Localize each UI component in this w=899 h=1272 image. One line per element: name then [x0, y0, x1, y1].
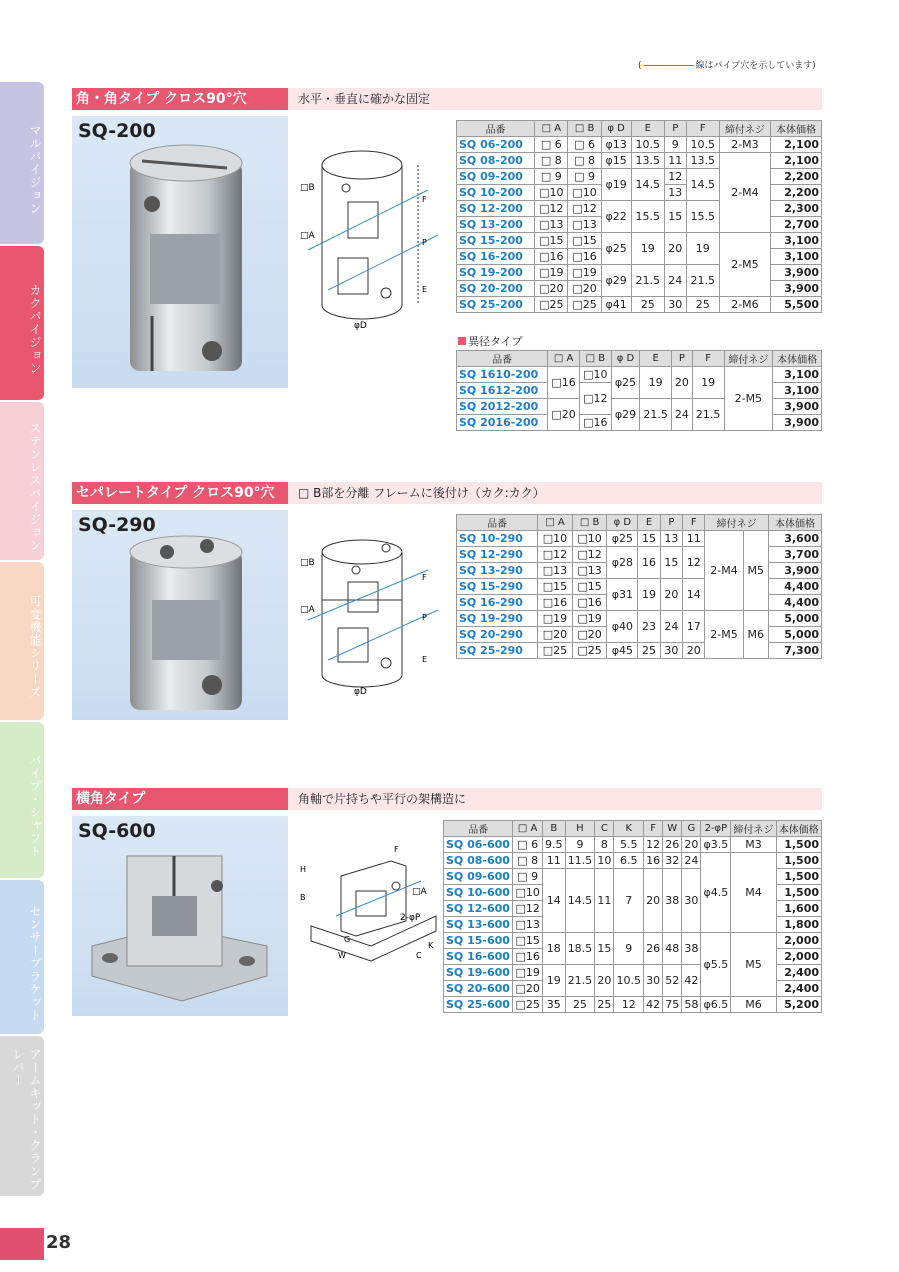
table-row: SQ 08-600 □ 8 11 11.5 10 6.5 16 32 24 φ4.5 M4 1,500: [444, 853, 822, 869]
table-row: SQ 25-290 □25 □25 φ45 25 30 20 7,300: [457, 643, 822, 659]
drawing-sq200: [298, 140, 448, 335]
svg-text:P: P: [422, 613, 427, 622]
svg-text:E: E: [422, 285, 428, 294]
section-title: 角・角タイプ クロス90°穴: [72, 88, 288, 110]
table-row: SQ 06-200 □ 6 □ 6 φ13 10.5 9 10.5 2-M3 2,100: [457, 137, 822, 153]
table-row: SQ 06-600 □ 6 9.5 9 8 5.5 12 26 20 φ3.5 M3 1,500: [444, 837, 822, 853]
spec-table-sq200: 品番 □ A □ B φ D E P F 締付ネジ 本体価格 SQ 06-200 □ 6 □ 6 φ13 10.5 9 10.5 2-M3 2,100 SQ 08-200 □ 8 □ 8 φ15 13.5 11 13.5 2-M4 2,100 SQ 09-200 □ 9 □ 9 φ19 14.5 12 14.5 2,200 SQ 10-200 □10 □10 13 2,200 SQ 12-200 □12 □12 φ22 15.5 15 15.5 2,300 SQ 13-200 □13 □13 2,700 SQ 15-200 □15 □15 φ25 19 20 19 2-M5 3,100 SQ 16-200 □16 □16 3,100 SQ 19-200 □19 □19 φ29 21.5 24 21.5 3,900 SQ 20-200 □20 □20 3,900 SQ 25-200 □25 □25 φ41 25 30 25 2-M6 5,500: [456, 120, 822, 313]
svg-text:□A: □A: [300, 231, 315, 241]
table-row: SQ 08-200 □ 8 □ 8 φ15 13.5 11 13.5 2-M4 2,100: [457, 153, 822, 169]
svg-text:G: G: [344, 935, 351, 944]
table-row: SQ 13-200 □13 □13 2,700: [457, 217, 822, 233]
separate-clamp-image: [72, 510, 288, 720]
table-row: SQ 20-290 □20 □20 5,000: [457, 627, 822, 643]
svg-text:□A: □A: [300, 605, 315, 615]
product-photo-sq600: [72, 816, 288, 1016]
table-row: SQ 09-600 □ 9 14 14.5 11 7 20 38 30 1,500: [444, 869, 822, 885]
spec-table-sq600: 品番 □ A B H C K F W G 2-φP 締付ネジ 本体価格 SQ 06-600 □ 6 9.5 9 8 5.5 12 26 20 φ3.5 M3 1,500 SQ 08-600 □ 8 11 11.5 10 6.5 16 32 24 φ4.5 M4 1,500 SQ 09-600 □ 9 14 14.5 11 7 20 38 30 1,500 SQ 10-600 □10 1,500 SQ 12-600 □12 1,600 SQ 13-600 □13 1,800 SQ 15-600 □15 18 18.5 15 9 26 48 38 φ5.5 M5 2,000 SQ 16-600 □16 2,000 SQ 19-600 □19 19 21.5 20 10.5 30 52 42 2,400 SQ 20-600 □20 2,400 SQ 25-600 □25 35 25 25 12 42 75 58 φ6.5 M6 5,200: [443, 820, 822, 1013]
section-bar-sq600: [72, 788, 822, 810]
svg-text:E: E: [422, 655, 428, 664]
table-row: SQ 2012-200 □20 φ29 21.5 24 21.5 3,900: [457, 399, 822, 415]
table-row: SQ 13-600 □13 1,800: [444, 917, 822, 933]
svg-text:φD: φD: [354, 687, 367, 697]
angle-clamp-image: [72, 816, 288, 1016]
table-row: SQ 19-600 □19 19 21.5 20 10.5 30 52 42 2,400: [444, 965, 822, 981]
table-row: SQ 19-200 □19 □19 φ29 21.5 24 21.5 3,900: [457, 265, 822, 281]
tab-pipe-shaft[interactable]: パイプ・シャフト: [0, 722, 44, 878]
table-row: SQ 10-290 □10 □10 φ25 15 13 11 2-M4 M5 3,600: [457, 531, 822, 547]
table-row: SQ 10-200 □10 □10 13 2,200: [457, 185, 822, 201]
table-row: SQ 09-200 □ 9 □ 9 φ19 14.5 12 14.5 2,200: [457, 169, 822, 185]
section-title: 横角タイプ: [72, 788, 288, 810]
section-description: 角軸で片持ちや平行の架構造に: [298, 792, 467, 806]
tab-kaku[interactable]: カクパイジョン: [0, 246, 44, 400]
table-row: SQ 2016-200 □16 3,900: [457, 415, 822, 431]
product-photo-sq290: [72, 510, 288, 720]
table-row: SQ 16-200 □16 □16 3,100: [457, 249, 822, 265]
tab-stainless[interactable]: ステンレスパイジョン: [0, 402, 44, 560]
svg-text:φD: φD: [354, 321, 367, 331]
svg-text:W: W: [338, 951, 346, 960]
drawing-sq600: [296, 836, 446, 986]
heading-square-icon: [458, 337, 466, 345]
table-row: SQ 20-600 □20 2,400: [444, 981, 822, 997]
tab-arm-kit[interactable]: アームキット・クランプレバー: [0, 1036, 44, 1196]
table-row: SQ 12-600 □12 1,600: [444, 901, 822, 917]
svg-text:□B: □B: [300, 183, 315, 193]
svg-text:K: K: [428, 941, 434, 950]
tab-kahen[interactable]: 可変機能シリーズ: [0, 562, 44, 720]
diff-type-heading: 異径タイプ: [458, 333, 522, 349]
product-photo-sq200: [72, 116, 288, 388]
cylinder-clamp-image: [72, 116, 288, 388]
svg-text:□A: □A: [412, 887, 427, 897]
table-row: SQ 1612-200 □12 3,100: [457, 383, 822, 399]
page-number-bar: [0, 1228, 44, 1260]
spec-table-sq290: 品番 □ A □ B φ D E P F 締付ネジ 本体価格 SQ 10-290 □10 □10 φ25 15 13 11 2-M4 M5 3,600 SQ 12-290 □12 □12 φ28 16 15 12 3,700 SQ 13-290 □13 □13 3,900 SQ 15-290 □15 □15 φ31 19 20 14 4,400 SQ 16-290 □16 □16 4,400 SQ 19-290 □19 □19 φ40 23 24 17 2-M5 M6 5,000 SQ 20-290 □20 □20 5,000 SQ 25-290 □25 □25 φ45 25 30 20 7,300: [456, 514, 822, 659]
model-name: SQ-200: [78, 120, 156, 142]
table-row: SQ 12-290 □12 □12 φ28 16 15 12 3,700: [457, 547, 822, 563]
page-number: 28: [46, 1232, 72, 1253]
section-title: セパレートタイプ クロス90°穴: [72, 482, 288, 504]
model-name: SQ-290: [78, 514, 156, 536]
drawing-sq290: [298, 530, 448, 700]
tab-maru[interactable]: マルパイジョン: [0, 82, 44, 244]
table-row: SQ 20-200 □20 □20 3,900: [457, 281, 822, 297]
svg-text:B: B: [300, 893, 306, 902]
tab-sensor-bracket[interactable]: センサーブラケット: [0, 880, 44, 1034]
table-row: SQ 16-600 □16 2,000: [444, 949, 822, 965]
svg-text:2-φP: 2-φP: [400, 913, 421, 923]
section-bar-sq200: [72, 88, 822, 110]
model-name: SQ-600: [78, 820, 156, 842]
table-row: SQ 13-290 □13 □13 3,900: [457, 563, 822, 579]
table-row: SQ 16-290 □16 □16 4,400: [457, 595, 822, 611]
section-description: □ B部を分離 フレームに後付け（カク:カク）: [298, 486, 545, 500]
table-row: SQ 12-200 □12 □12 φ22 15.5 15 15.5 2,300: [457, 201, 822, 217]
pipe-line-note: ( 線はパイプ穴を示しています): [638, 61, 816, 71]
table-row: SQ 15-290 □15 □15 φ31 19 20 14 4,400: [457, 579, 822, 595]
svg-text:F: F: [394, 845, 399, 854]
svg-text:F: F: [422, 195, 427, 204]
svg-text:C: C: [416, 951, 422, 960]
table-row: SQ 1610-200 □16 □10 φ25 19 20 19 2-M5 3,100: [457, 367, 822, 383]
svg-text:P: P: [422, 238, 427, 247]
pipe-line-sample: [644, 65, 694, 66]
table-row: SQ 15-200 □15 □15 φ25 19 20 19 2-M5 3,100: [457, 233, 822, 249]
section-description: 水平・垂直に確かな固定: [298, 92, 431, 106]
section-bar-sq290: [72, 482, 822, 504]
table-row: SQ 25-200 □25 □25 φ41 25 30 25 2-M6 5,500: [457, 297, 822, 313]
table-row: SQ 15-600 □15 18 18.5 15 9 26 48 38 φ5.5 M5 2,000: [444, 933, 822, 949]
svg-text:H: H: [300, 865, 307, 874]
table-row: SQ 19-290 □19 □19 φ40 23 24 17 2-M5 M6 5,000: [457, 611, 822, 627]
spec-table-diff: 品番 □ A □ B φ D E P F 締付ネジ 本体価格 SQ 1610-200 □16 □10 φ25 19 20 19 2-M5 3,100 SQ 1612-200 □12 3,100 SQ 2012-200 □20 φ29 21.5 24 21.5 3,900 SQ 2016-200 □16 3,900: [456, 350, 822, 431]
svg-text:□B: □B: [300, 558, 315, 568]
svg-text:F: F: [422, 573, 427, 582]
table-row: SQ 25-600 □25 35 25 25 12 42 75 58 φ6.5 M6 5,200: [444, 997, 822, 1013]
table-row: SQ 10-600 □10 1,500: [444, 885, 822, 901]
